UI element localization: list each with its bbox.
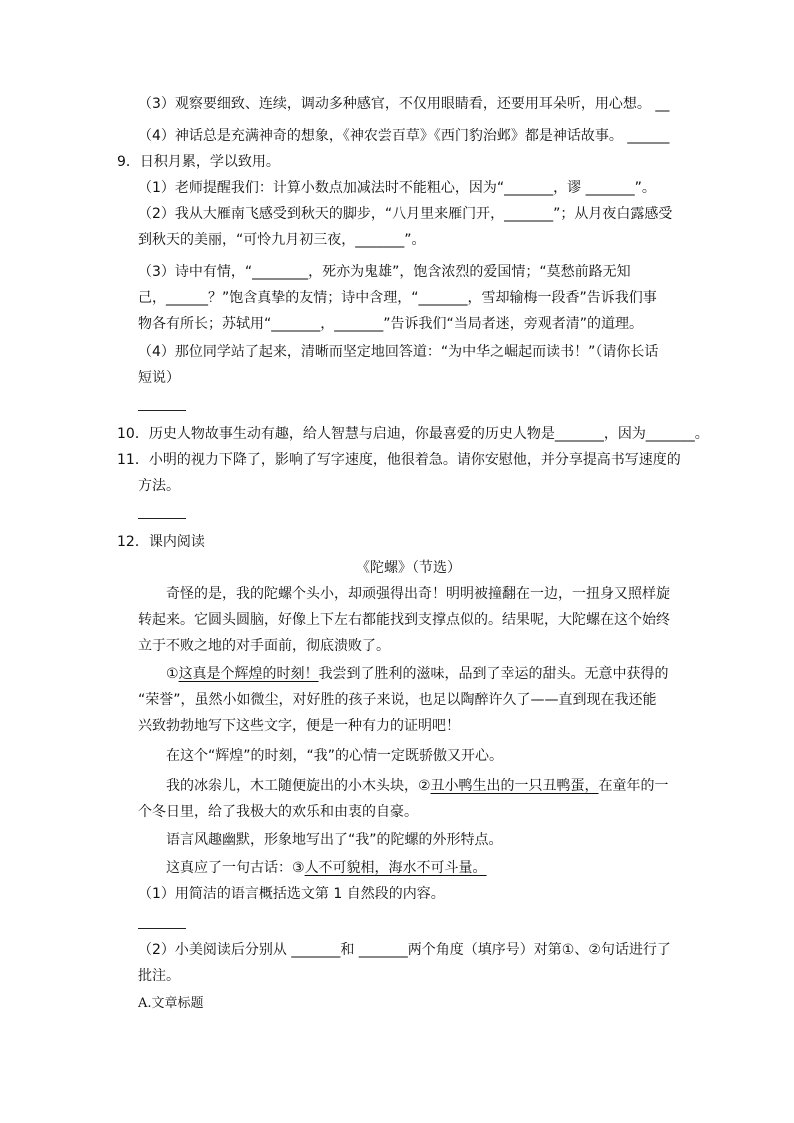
passage-paragraph-2-line-1 bbox=[166, 664, 669, 684]
question-12-heading: 12．课内阅读 bbox=[117, 534, 205, 550]
question-8-item-3: （3）观察要细致、连续，调动多种感官，不仅用眼睛看，还要用耳朵听，用心想。 __ bbox=[138, 96, 670, 112]
passage-paragraph-1-line-1: 奇怪的是，我的陀螺个头小，却顽强得出奇！明明被撞翻在一边，一扭身又照样旋 bbox=[166, 586, 670, 602]
sub-question-1: （1）用简洁的语言概括选文第 1 自然段的内容。 bbox=[138, 886, 445, 902]
sub-question-2-line-2: 批注。 bbox=[138, 968, 180, 984]
underlined-sentence-1: 这真是个辉煌的时刻！ bbox=[178, 666, 319, 682]
question-11-line-2: 方法。 bbox=[138, 478, 180, 494]
question-9-item-4-line-1: （4）那位同学站了起来，清晰而坚定地回答道：“为中华之崛起而读书！”（请你长话 bbox=[138, 344, 659, 360]
passage-paragraph-3-line-1 bbox=[166, 776, 669, 796]
question-9-item-3-line-2: 己，______？”饱含真挚的友情；诗中含理，“_______，雪却输梅一段香”告诉我们事 bbox=[138, 290, 657, 306]
sentence-marker-1: ① bbox=[166, 666, 179, 682]
annotation-3 bbox=[166, 858, 487, 878]
option-a: A.文章标题 bbox=[138, 996, 204, 1011]
question-9-item-3-line-3: 物各有所长；苏轼用“_______，_______”告诉我们“当局者迷，旁观者清”的道理。 bbox=[138, 316, 644, 332]
sub-question-2-line-1: （2）小美阅读后分别从 _______和 _______两个角度（填序号）对第①、②句话进行了 bbox=[138, 942, 671, 958]
answer-blank-line bbox=[138, 928, 186, 929]
question-9-item-3-line-1: （3）诗中有情，“________，死亦为鬼雄”，饱含浓烈的爱国情；“莫愁前路无知 bbox=[138, 264, 631, 280]
annotation-text: 这真应了一句古话：③ bbox=[166, 860, 305, 876]
paragraph-text: 在童年的一 bbox=[598, 778, 669, 794]
passage-paragraph-2-line-3: 兴致勃勃地写下这些文字，便是一种有力的证明吧！ bbox=[138, 718, 460, 734]
passage-paragraph-3-line-2: 个冬日里，给了我极大的欢乐和由衷的自豪。 bbox=[138, 804, 418, 820]
passage-title: 《陀螺》（节选） bbox=[356, 560, 461, 576]
question-10: 10．历史人物故事生动有趣，给人智慧与启迪，你最喜爱的历史人物是_______，因为_______。 bbox=[117, 426, 709, 442]
question-9-item-2-line-1: （2）我从大雁南飞感受到秋天的脚步，“八月里来雁门开，_______”；从月夜白露感受 bbox=[138, 206, 673, 222]
paragraph-text: 我尝到了胜利的滋味，品到了幸运的甜头。无意中获得的 bbox=[318, 666, 669, 682]
question-9-heading: 9．日积月累，学以致用。 bbox=[117, 154, 280, 170]
passage-paragraph-2-line-2: “荣誉”，虽然小如微尘，对好胜的孩子来说，也足以陶醉许久了——直到现在我还能 bbox=[138, 692, 657, 708]
question-11-line-1: 11．小明的视力下降了，影响了写字速度，他很着急。请你安慰他，并分享提高书写速度的 bbox=[117, 452, 681, 468]
passage-paragraph-1-line-2: 转起来。它圆头圆脑，好像上下左右都能找到支撑点似的。结果呢，大陀螺在这个始终 bbox=[138, 612, 670, 628]
answer-blank-line bbox=[138, 518, 186, 519]
underlined-sentence-2: 丑小鸭生出的一只丑鸭蛋， bbox=[430, 778, 599, 794]
paragraph-text: 我的冰尜儿，木工随便旋出的小木头块，② bbox=[166, 778, 431, 794]
underlined-sentence-3: 人不可貌相，海水不可斗量。 bbox=[304, 860, 487, 876]
passage-paragraph-1-line-3: 立于不败之地的对手面前，彻底溃败了。 bbox=[138, 638, 390, 654]
annotation-1: 在这个“辉煌”的时刻，“我”的心情一定既骄傲又开心。 bbox=[166, 748, 504, 764]
annotation-2: 语言风趣幽默，形象地写出了“我”的陀螺的外形特点。 bbox=[166, 832, 503, 848]
question-8-item-4: （4）神话总是充满神奇的想象，《神农尝百草》《西门豹治邺》都是神话故事。 ______ bbox=[138, 128, 670, 144]
question-9-item-4-line-2: 短说） bbox=[138, 370, 180, 386]
question-9-item-1: （1）老师提醒我们：计算小数点加减法时不能粗心，因为“_______，谬 _______”。 bbox=[138, 180, 656, 196]
question-9-item-2-line-2: 到秋天的美丽，“可怜九月初三夜，_______”。 bbox=[138, 232, 426, 248]
answer-blank-line bbox=[138, 410, 186, 411]
